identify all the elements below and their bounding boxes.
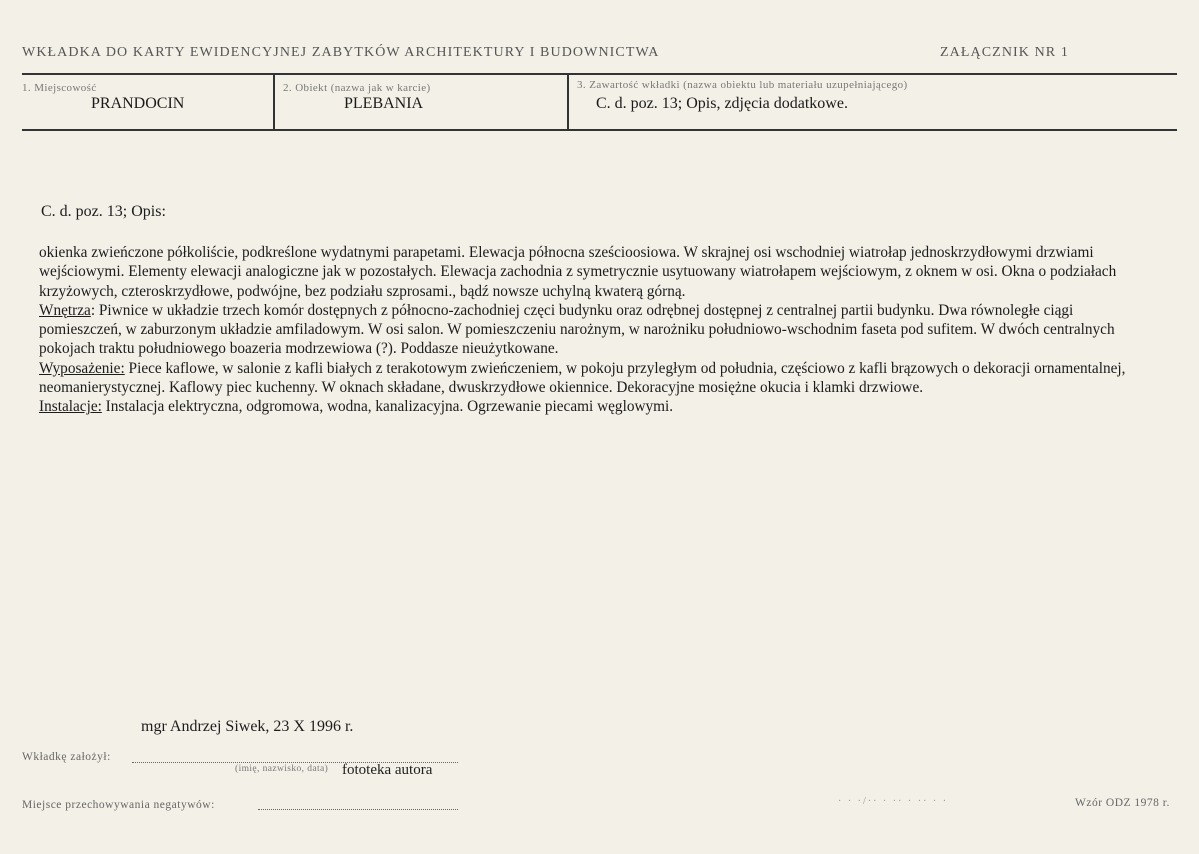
description-text [39,243,1149,417]
equipment-text: Piece kaflowe, w salonie z kafli białych z terakotowym zwieńczeniem, w pokoju przyległym od południa, częściowo z kafli brązowych o dekoracji ornamentalnej, neomanierystycznej. Kaflowy piec kuchenny. W oknach składane, dwuskrzydłowe okiennice. Dekoracyjne mosiężne okucia i klamki drzwiowe. [39,359,1126,397]
fields-bottom-rule [22,129,1177,131]
exterior-paragraph: okienka zwieńczone półkoliście, podkreślone wydatnymi parapetami. Elewacja północna sześcioosiowa. W skrajnej osi wschodniej wiatrołap jednoskrzydłowymi drzwiami wejściowymi. Elementy elewacji analogiczne jak w pozostałych. Elewacja zachodnia z symetrycznie usytuowany wiatrołapem wejściowym, z oknem w osi. Okna o podziałach krzyżowych, czteroskrzydłowe, podwójne, bez podziału szprosami., bądź nowsze uchylną kwaterą górną. [39,244,1117,300]
negatives-label: Miejsce przechowywania negatywów: [22,799,215,811]
location-value: PRANDOCIN [91,95,185,112]
attachment-number: ZAŁĄCZNIK NR 1 [940,45,1069,60]
equipment-paragraph [39,359,1149,398]
contents-label: 3. Zawartość wkładki (nazwa obiektu lub materiału uzupełniającego) [577,79,908,91]
location-label: 1. Miejscowość [22,82,97,94]
equipment-heading: Wyposażenie: [39,359,125,377]
name-hint: (imię, nazwisko, data) [235,764,329,774]
author-signature: mgr Andrzej Siwek, 23 X 1996 r. [141,718,354,735]
installations-text: Instalacja elektryczna, odgromowa, wodna, kanalizacyjna. Ogrzewanie piecami węglowymi. [101,398,674,416]
object-label: 2. Obiekt (nazwa jak w karcie) [283,82,431,94]
created-by-label: Wkładkę założył: [22,751,111,763]
form-model: Wzór ODZ 1978 r. [1075,797,1170,809]
field-divider-1 [273,73,275,131]
interior-paragraph [39,301,1149,359]
continuation-heading: C. d. poz. 13; Opis: [41,203,166,220]
interior-text: : Piwnice w układzie trzech komór dostępnych z północno-zachodniej częci budynku oraz odrębnej dostępnej z centralnej partii budynku. Dwa równoległe ciągi pomieszczeń, w zaburzonym układzie amfiladowym. W osi salon. W pomieszczeniu narożnym, w narożniku południowo-wschodnim faseta pod sufitem. W dwóch centralnych pokojach traktu południowego boazeria modrzewiowa (?). Poddasze nieużytkowane. [39,301,1115,358]
object-value: PLEBANIA [344,95,424,112]
top-rule [22,73,1177,75]
field-divider-2 [567,73,569,131]
stamp-residue: · · ·/·· · ·· · ·· · · [838,796,949,807]
card-title: WKŁADKA DO KARTY EWIDENCYJNEJ ZABYTKÓW ARCHITEKTURY I BUDOWNICTWA [22,45,660,60]
installations-heading: Instalacje: [39,398,102,416]
negatives-line [258,809,458,810]
archive-location: fototeka autora [342,762,433,778]
interior-heading: Wnętrza [39,301,91,319]
contents-value: C. d. poz. 13; Opis, zdjęcia dodatkowe. [596,95,848,112]
installations-paragraph [39,397,1149,416]
